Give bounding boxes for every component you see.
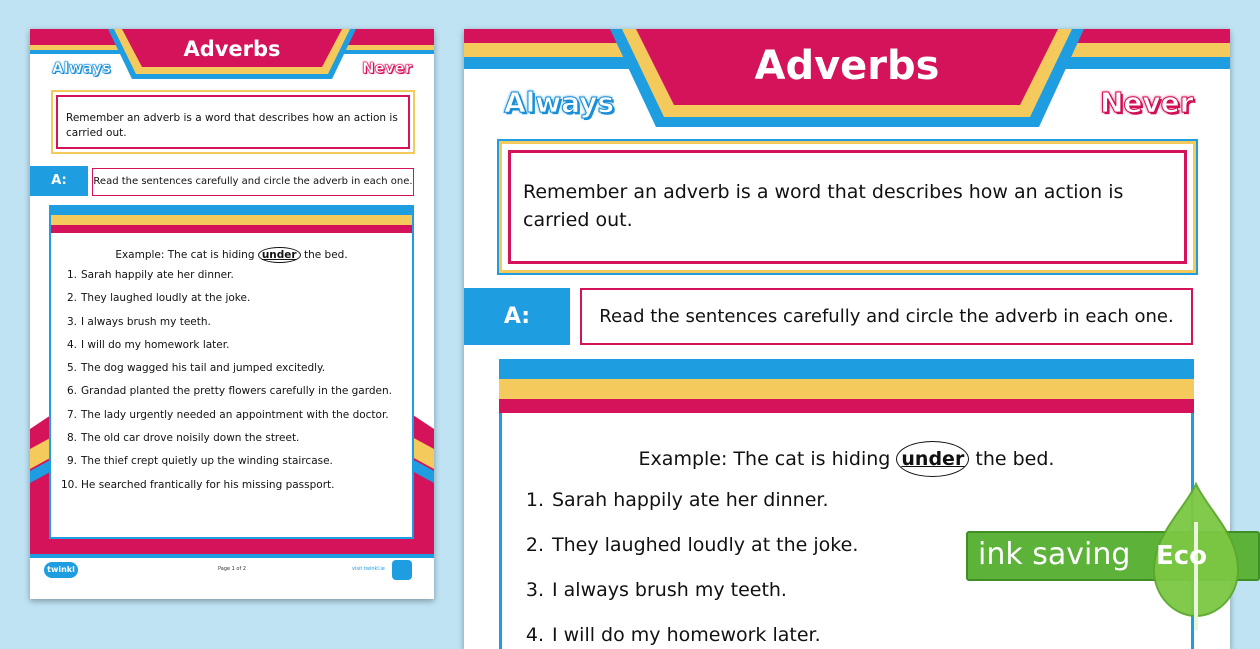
circled-adverb: under <box>258 247 301 263</box>
ink-saving-label: ink saving <box>978 537 1131 572</box>
instruction-box: Read the sentences carefully and circle the adverb in each one. <box>92 168 414 196</box>
footer-bar <box>30 554 434 599</box>
questions-stripes <box>499 359 1194 413</box>
page-title: Adverbs <box>183 37 281 61</box>
eco-label: Eco <box>1156 541 1208 571</box>
visit-link[interactable]: visit twinkl.ie <box>352 566 385 572</box>
questions-stripes <box>51 207 412 233</box>
example-sentence: Example: The cat is hiding under the bed. <box>499 441 1194 477</box>
page-number: Page 1 of 2 <box>217 566 247 572</box>
always-label: Always <box>52 59 111 77</box>
brand-badge-icon <box>392 560 412 580</box>
list-item: 3. I always brush my teeth. <box>525 579 787 601</box>
questions-box <box>49 205 414 539</box>
never-label: Never <box>362 59 413 77</box>
list-item: 1. Sarah happily ate her dinner. <box>525 489 829 511</box>
worksheet-preview-small <box>30 29 434 599</box>
twinkl-logo: twinkl <box>44 562 78 578</box>
list-item: 4. I will do my homework later. <box>66 338 230 351</box>
ink-saving-badge <box>966 482 1260 630</box>
list-item: 2. They laughed loudly at the joke. <box>525 534 859 556</box>
list-item: 3. I always brush my teeth. <box>66 315 211 328</box>
example-sentence: Example: The cat is hiding under the bed. <box>115 249 348 261</box>
list-item: 8. The old car drove noisily down the street. <box>66 432 300 445</box>
reminder-text: Remember an adverb is a word that describes how an action is carried out. <box>56 95 410 149</box>
section-label: A: <box>464 288 570 345</box>
never-label: Never <box>1100 86 1194 119</box>
list-item: 4. I will do my homework later. <box>525 624 821 646</box>
sentence-list <box>61 269 392 502</box>
reminder-box <box>499 141 1196 273</box>
list-item: 2. They laughed loudly at the joke. <box>66 292 251 305</box>
instruction-box: Read the sentences carefully and circle the adverb in each one. <box>580 288 1193 345</box>
reminder-box <box>51 90 415 154</box>
reminder-text: Remember an adverb is a word that describes how an action is carried out. <box>508 150 1187 264</box>
list-item: 7. The lady urgently needed an appointment with the doctor. <box>66 408 389 421</box>
always-label: Always <box>504 86 615 119</box>
list-item: 10. He searched frantically for his missing passport. <box>61 478 335 491</box>
list-item: 5. The dog wagged his tail and jumped excitedly. <box>66 362 326 375</box>
page-title: Adverbs <box>754 43 940 89</box>
list-item: 1. Sarah happily ate her dinner. <box>66 269 234 281</box>
list-item: 6. Grandad planted the pretty flowers carefully in the garden. <box>66 385 392 398</box>
list-item: 9. The thief crept quietly up the winding staircase. <box>66 455 333 468</box>
sentence-list <box>520 489 858 649</box>
circled-adverb: under <box>896 441 969 477</box>
section-label: A: <box>30 166 88 196</box>
